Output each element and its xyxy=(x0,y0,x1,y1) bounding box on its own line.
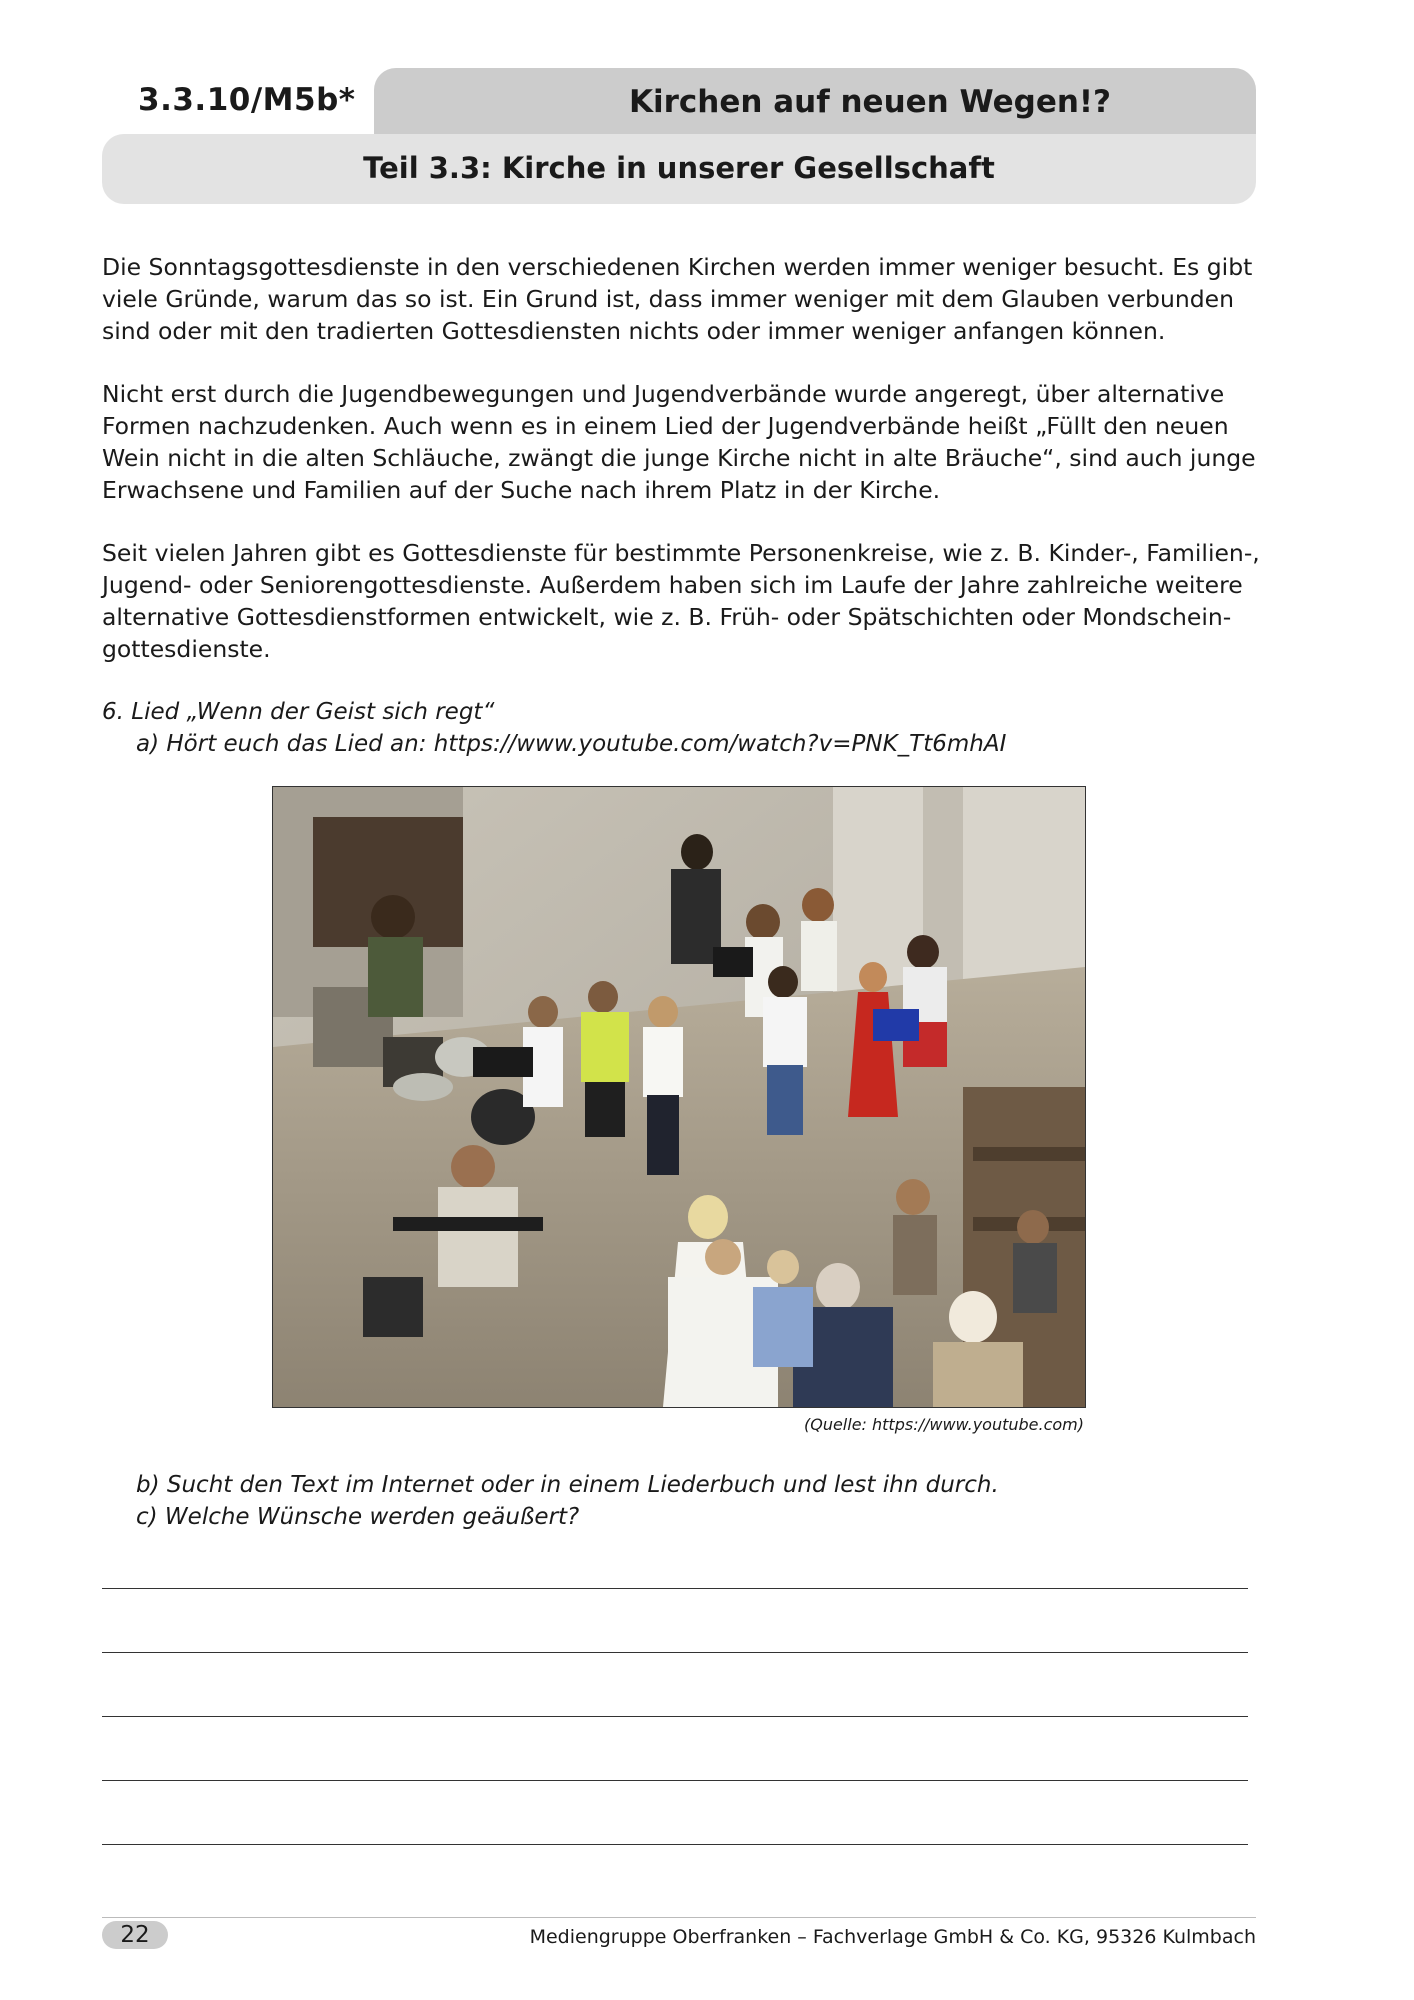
body-content xyxy=(102,251,1262,760)
task-block xyxy=(102,696,1262,760)
task-c: c) Welche Wünsche werden geäußert? xyxy=(136,1504,580,1530)
image-caption: (Quelle: https://www.youtube.com) xyxy=(803,1415,1084,1434)
photo-illustration xyxy=(273,787,1085,1407)
subtasks xyxy=(136,1469,999,1533)
answer-line[interactable] xyxy=(102,1652,1248,1653)
footer-rule xyxy=(102,1917,1256,1918)
page-title: Kirchen auf neuen Wegen!? xyxy=(628,84,1112,120)
paragraph-3: Seit vielen Jahren gibt es Gottesdienste für bestimmte Personenkreise, wie z. B. Kinder-, Familien-, Jugend- oder Seniorengottesdienste. Außerdem haben sich im Laufe der Jahre zahlreiche weitere alternative Gottesdienstformen entwickelt, wie z. B. Früh- oder Spätschichten oder Mondschein-gottesdienste. xyxy=(102,539,1260,663)
publisher-footer: Mediengruppe Oberfranken – Fachverlage GmbH & Co. KG, 95326 Kulmbach xyxy=(529,1926,1256,1948)
page-number: 22 xyxy=(102,1921,168,1949)
answer-line[interactable] xyxy=(102,1780,1248,1781)
subtitle-bar xyxy=(102,134,1256,204)
answer-line[interactable] xyxy=(102,1588,1248,1589)
paragraph-1: Die Sonntagsgottesdienste in den verschiedenen Kirchen werden immer weniger besucht. Es gibt viele Gründe, warum das so ist. Ein Grund ist, dass immer weniger mit dem Glauben verbunden sind oder mit den tradierten Gottesdiensten nichts oder immer weniger anfangen können. xyxy=(102,253,1253,345)
task-b: b) Sucht den Text im Internet oder in einem Liederbuch und lest ihn durch. xyxy=(136,1472,999,1498)
task-a: a) Hört euch das Lied an: https://www.youtube.com/watch?v=PNK_Tt6mhAI xyxy=(136,731,1007,757)
answer-lines xyxy=(102,1588,1248,1908)
paragraph-2: Nicht erst durch die Jugendbewegungen und Jugendverbände wurde angeregt, über alternative Formen nachzudenken. Auch wenn es in einem Lied der Jugendverbände heißt „Füllt den neuen Wein nicht in die alten Schläuche, zwängt die junge Kirche nicht in alte Bräuche“, sind auch junge Erwachsene und Familien auf der Suche nach ihrem Platz in der Kirche. xyxy=(102,380,1256,504)
section-subtitle: Teil 3.3: Kirche in unserer Gesellschaft xyxy=(363,151,995,185)
title-tab xyxy=(374,68,1256,134)
material-code: 3.3.10/M5b* xyxy=(138,82,356,118)
answer-line[interactable] xyxy=(102,1716,1248,1717)
answer-line[interactable] xyxy=(102,1844,1248,1845)
task-heading: 6. Lied „Wenn der Geist sich regt“ xyxy=(102,699,495,725)
church-band-photo xyxy=(272,786,1086,1408)
